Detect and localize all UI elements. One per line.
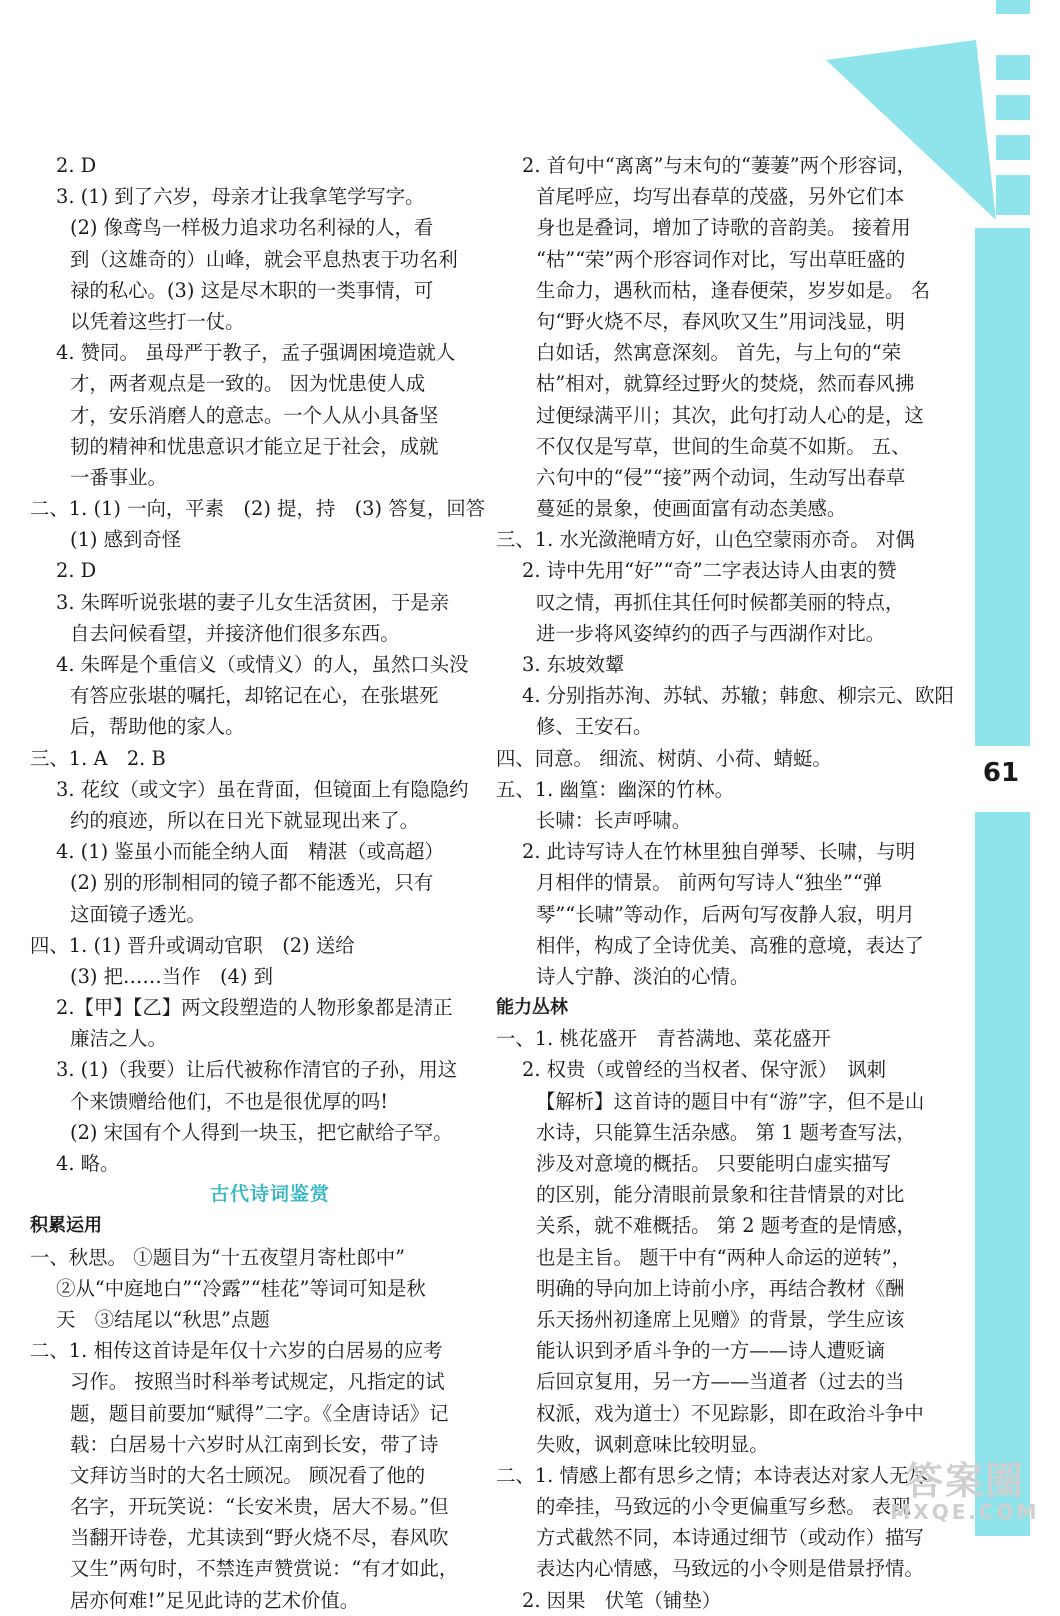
text-line: 2.【甲】【乙】两文段塑造的人物形象都是清正 (56, 996, 453, 1020)
text-line: 才，安乐消磨人的意志。一个人从小具备坚 (70, 403, 439, 427)
text-line: 五、1. 幽篁：幽深的竹林。 (496, 777, 734, 801)
section-heading: 能力丛林 (496, 997, 568, 1019)
text-line: 有答应张堪的嘱托，却铭记在心，在张堪死 (70, 684, 439, 708)
text-line: ②从“中庭地白”“冷露”“桂花”等词可知是秋 (56, 1276, 426, 1300)
text-line: 句“野火烧不尽，春风吹又生”用词浅显，明 (536, 309, 905, 333)
text-line: 廉洁之人。 (70, 1027, 167, 1051)
text-line: 诗人宁静、淡泊的心情。 (536, 964, 750, 988)
text-line: 长啸：长声呼啸。 (536, 808, 692, 832)
text-line: 叹之情，再抓住其任何时候都美丽的特点， (536, 590, 905, 614)
watermark-logo (880, 1459, 1050, 1524)
text-line: (2) 别的形制相同的镜子都不能透光，只有 (70, 871, 434, 895)
text-line: 天 ③结尾以“秋思”点题 (56, 1307, 270, 1331)
text-line: 2. 因果 伏笔（铺垫） (522, 1588, 722, 1612)
text-line: 表达内心情感，马致远的小令则是借景抒情。 (536, 1557, 924, 1581)
decor-bar-top (996, 0, 1030, 14)
text-line: 四、1. (1) 晋升或调动官职 (2) 送给 (30, 933, 355, 957)
text-line: 名字，开玩笑说：“长安米贵，居大不易。”但 (70, 1495, 449, 1519)
text-line: 三、1. A 2. B (30, 746, 166, 770)
text-line: 4. 略。 (56, 1152, 120, 1175)
text-line: 2. 权贵（或曾经的当权者、保守派） 讽刺 (522, 1058, 886, 1082)
text-line: 2. D (56, 559, 97, 583)
text-line: 4. 朱晖是个重信义（或情义）的人，虽然口头没 (56, 653, 469, 676)
text-line: 【解析】这首诗的题目中有“游”字，但不是山 (536, 1089, 925, 1113)
text-line: 六句中的“侵”“接”两个动词，生动写出春草 (536, 465, 906, 489)
text-line: (2) 宋国有个人得到一块玉，把它献给子罕。 (70, 1120, 453, 1144)
text-line: 3. 花纹（或文字）虽在背面，但镜面上有隐隐约 (56, 777, 469, 801)
text-line: (1) 感到奇怪 (70, 528, 182, 552)
left-column (30, 150, 486, 1616)
decor-bar-lower (975, 812, 1030, 1536)
text-line: 个来馈赠给他们，不也是很优厚的吗! (70, 1089, 389, 1113)
text-line: 首尾呼应，均写出春草的茂盛，另外它们本 (536, 185, 905, 209)
text-line: 方式截然不同，本诗通过细节（或动作）描写 (536, 1526, 924, 1550)
text-line: 2. 诗中先用“好”“奇”二字表达诗人由衷的赞 (522, 559, 897, 583)
text-line: 修、王安石。 (536, 715, 653, 739)
text-line: 过便绿满平川；其次，此句打动人心的是，这 (536, 403, 924, 427)
text-line: 3. 东坡效颦 (522, 653, 625, 676)
text-line: 三、1. 水光潋滟晴方好，山色空蒙雨亦奇。 对偶 (496, 528, 915, 552)
section-title: 古代诗词鉴赏 (209, 1183, 330, 1206)
text-line: 又生”两句时，不禁连声赞赏说：“有才如此， (70, 1557, 459, 1581)
text-line: 关系，就不难概括。 第 2 题考查的是情感， (536, 1214, 916, 1238)
text-line: 习作。 按照当时科举考试规定，凡指定的试 (70, 1370, 445, 1394)
text-line: 3. (1) 到了六岁，母亲才让我拿笔学写字。 (56, 185, 425, 209)
text-line: 才，两者观点是一致的。 因为忧患使人成 (70, 372, 426, 396)
text-line: 3. 朱晖听说张堪的妻子儿女生活贫困，于是亲 (56, 590, 450, 614)
text-line: 明确的导向加上诗前小序，再结合教材《酬 (536, 1276, 905, 1300)
text-line: 约的痕迹，所以在日光下就显现出来了。 (70, 808, 420, 832)
text-line: 载：白居易十六岁时从江南到长安，带了诗 (70, 1432, 439, 1456)
watermark-main: 答案圈 (904, 1459, 1025, 1503)
text-line: 文拜访当时的大名士顾况。 顾况看了他的 (70, 1463, 426, 1487)
text-line: 韧的精神和忧患意识才能立足于社会，成就 (70, 434, 439, 458)
text-line: 权派，戏为道士）不见踪影，即在政治斗争中 (536, 1401, 924, 1425)
text-line: 相伴，构成了全诗优美、高雅的意境，表达了 (536, 933, 924, 957)
text-line: 白如话，然寓意深刻。 首先，与上句的“荣 (536, 341, 902, 365)
text-line: 枯”相对，就算经过野火的焚烧，然而春风拂 (536, 372, 915, 396)
text-line: 2. D (56, 154, 97, 177)
text-line: 4. (1) 鉴虽小而能全纳人面 精湛（或高超） (56, 840, 444, 864)
text-line: 涉及对意境的概括。 只要能明白虚实描写 (536, 1152, 892, 1175)
text-line: 一番事业。 (70, 465, 167, 489)
text-line: 月相伴的情景。 前两句写诗人“独坐”“弹 (536, 871, 883, 895)
text-line: 乐天扬州初逢席上见赠》的背景，学生应该 (536, 1307, 905, 1331)
text-line: 以凭着这些打一仗。 (70, 309, 245, 333)
text-line: 一、1. 桃花盛开 青苔满地、菜花盛开 (496, 1027, 831, 1051)
watermark-sub: MXQE.COM (890, 1500, 1040, 1524)
text-line: 也是主旨。 题干中有“两种人命运的逆转”， (536, 1245, 912, 1269)
section-heading: 积累运用 (30, 1215, 102, 1237)
text-line: 后回京复用，另一方——当道者（过去的当 (536, 1370, 905, 1394)
text-line: 蔓延的景象，使画面富有动态美感。 (536, 497, 847, 521)
text-line: 4. 分别指苏洵、苏轼、苏辙；韩愈、柳宗元、欧阳 (522, 684, 954, 708)
text-line: 失败，讽刺意味比较明显。 (536, 1432, 769, 1456)
text-line: 身也是叠词，增加了诗歌的音韵美。 接着用 (536, 216, 911, 240)
text-line: 这面镜子透光。 (70, 902, 206, 926)
text-line: 琴”“长啸”等动作，后两句写夜静人寂，明月 (536, 902, 915, 926)
text-line: 进一步将风姿绰约的西子与西湖作对比。 (536, 621, 886, 645)
text-line: 到（这雄奇的）山峰，就会平息热衷于功名利 (70, 247, 458, 271)
text-line: 二、1. 相传这首诗是年仅十六岁的白居易的应考 (30, 1339, 443, 1363)
text-line: 后，帮助他的家人。 (70, 715, 245, 739)
page-number: 61 (982, 758, 1020, 788)
right-column (496, 150, 954, 1616)
text-line: 3. (1)（我要）让后代被称作清官的子孙，用这 (56, 1058, 458, 1082)
text-line: 的牵挂，马致远的小令更偏重写乡愁。 表现 (536, 1495, 911, 1519)
text-line: 的区别，能分清眼前景象和往昔情景的对比 (536, 1183, 905, 1207)
text-line: 四、同意。 细流、树荫、小荷、蜻蜓。 (496, 746, 832, 770)
decor-bar-main (975, 228, 1030, 746)
text-line: 2. 首句中“离离”与末句的“萋萋”两个形容词， (522, 154, 916, 177)
text-line: 禄的私心。(3) 这是尽木职的一类事情，可 (70, 278, 434, 302)
text-line: (3) 把……当作 (4) 到 (70, 964, 273, 988)
text-line: 一、秋思。 ①题目为“十五夜望月寄杜郎中” (30, 1245, 406, 1269)
text-line: 居亦何难!”足见此诗的艺术价值。 (70, 1588, 360, 1612)
text-line: “枯”“荣”两个形容词作对比，写出草旺盛的 (536, 247, 906, 271)
text-line: (2) 像鸢鸟一样极力追求功名利禄的人，看 (70, 216, 434, 240)
text-line: 自去问候看望，并接济他们很多东西。 (70, 621, 400, 645)
text-line: 生命力，遇秋而枯，逢春便荣，岁岁如是。 名 (536, 278, 930, 302)
text-line: 水诗，只能算生活杂感。 第 1 题考查写法， (536, 1120, 916, 1144)
text-line: 当翻开诗卷，尤其读到“野火烧不尽，春风吹 (70, 1526, 449, 1550)
text-line: 二、1. 情感上都有思乡之情；本诗表达对家人无尽 (496, 1463, 928, 1487)
text-line: 不仅仅是写草，世间的生命莫不如斯。 五、 (536, 434, 911, 458)
text-line: 2. 此诗写诗人在竹林里独自弹琴、长啸，与明 (522, 840, 916, 864)
text-line: 二、1. (1) 一向，平素 (2) 提，持 (3) 答复，回答 (30, 497, 486, 521)
text-line: 题，题目前要加“赋得”二字。《全唐诗话》记 (70, 1401, 449, 1425)
text-line: 能认识到矛盾斗争的一方——诗人遭贬谪 (536, 1339, 886, 1363)
text-line: 4. 赞同。 虽母严于教子，孟子强调困境造就人 (56, 341, 456, 365)
